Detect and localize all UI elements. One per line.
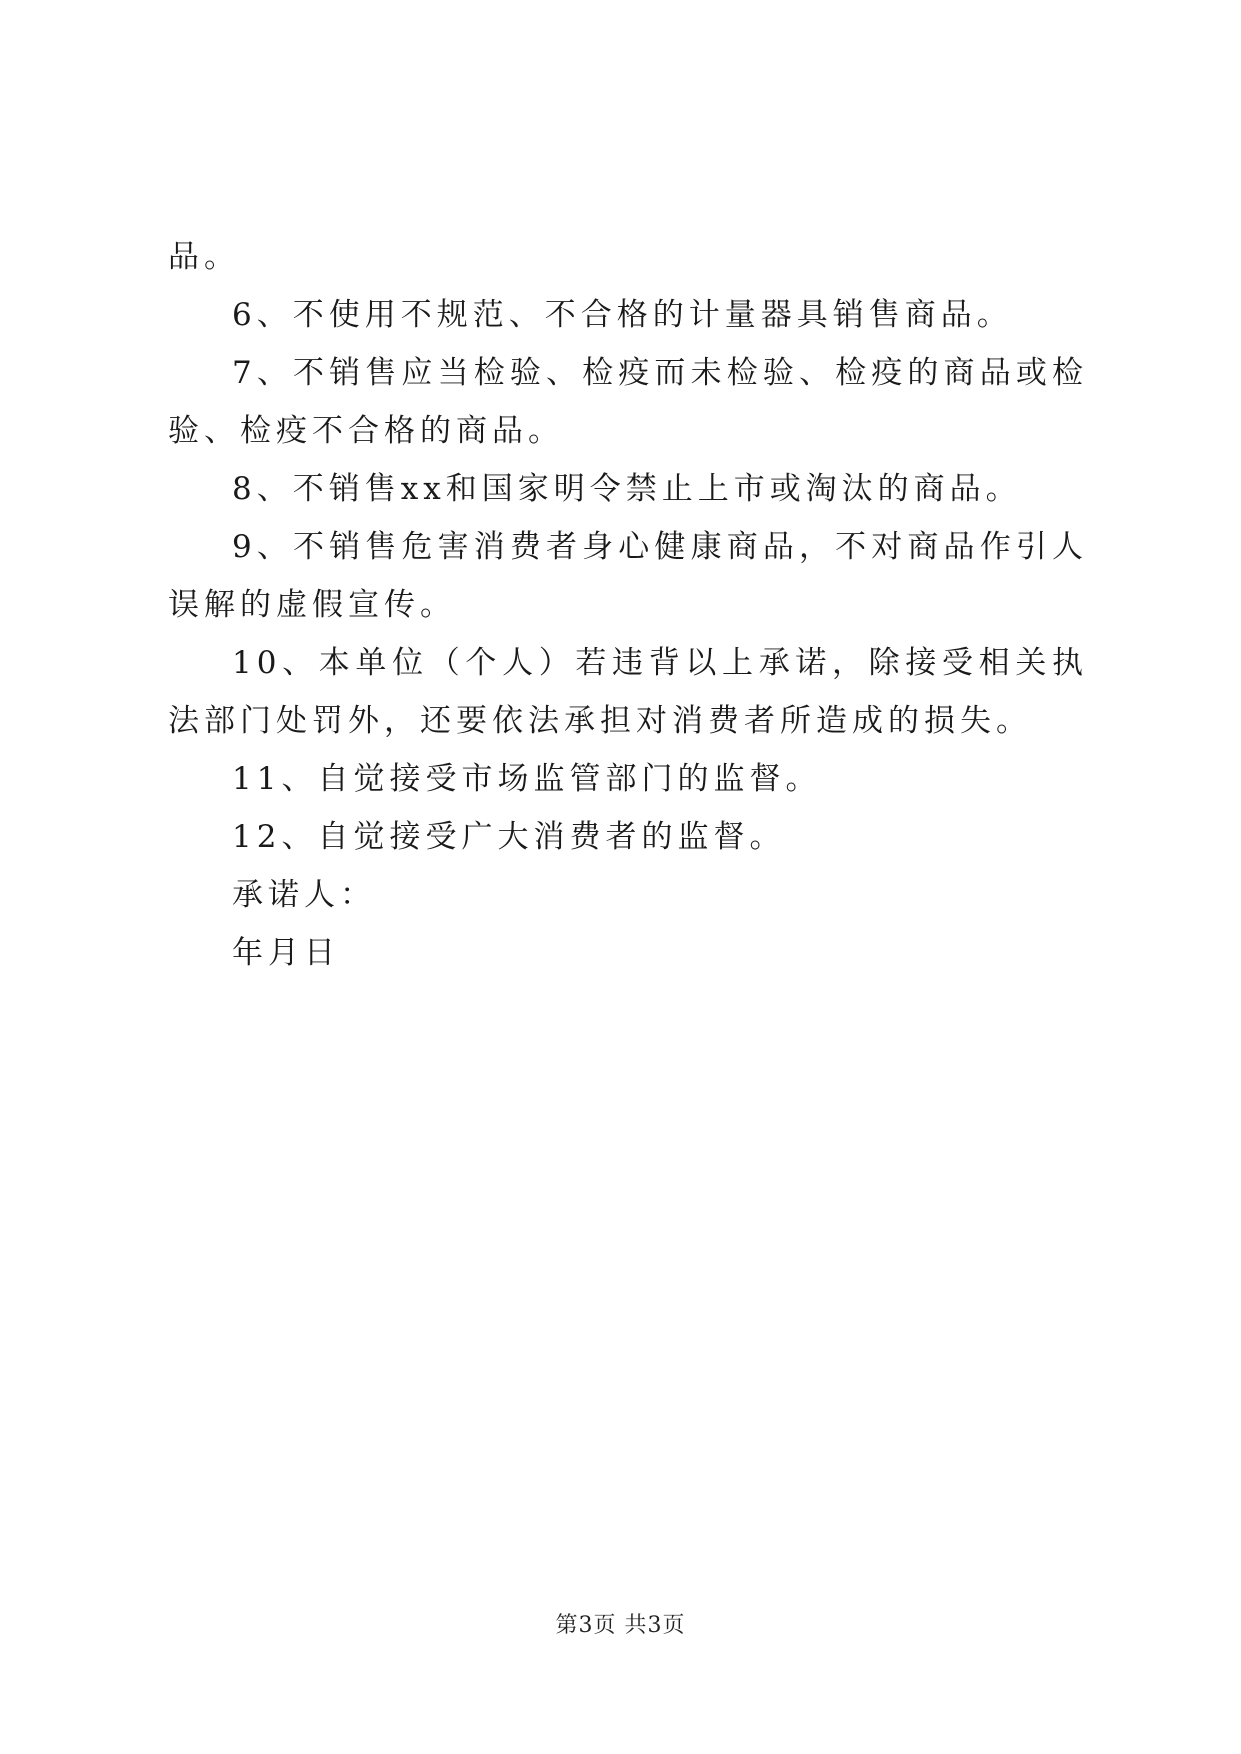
paragraph-item-10: 10、本单位（个人）若违背以上承诺，除接受相关执法部门处罚外，还要依法承担对消费者所造成的损失。 <box>168 645 1088 739</box>
paragraph-continuation: 品。 <box>168 239 240 275</box>
paragraph-item-8: 8、不销售xx和国家明令禁止上市或淘汰的商品。 <box>232 471 1022 507</box>
page-footer: 第3页 共3页 <box>555 1613 686 1638</box>
paragraph-item-9: 9、不销售危害消费者身心健康商品，不对商品作引人误解的虚假宣传。 <box>168 529 1088 623</box>
date-line: 年月日 <box>232 935 340 971</box>
paragraph-item-12: 12、自觉接受广大消费者的监督。 <box>232 819 786 855</box>
paragraph-item-7: 7、不销售应当检验、检疫而未检验、检疫的商品或检验、检疫不合格的商品。 <box>168 355 1088 449</box>
paragraph-item-6: 6、不使用不规范、不合格的计量器具销售商品。 <box>232 297 1013 333</box>
document-body <box>168 228 1088 982</box>
paragraph-item-11: 11、自觉接受市场监管部门的监督。 <box>232 761 822 797</box>
signature-line: 承诺人： <box>232 877 376 913</box>
